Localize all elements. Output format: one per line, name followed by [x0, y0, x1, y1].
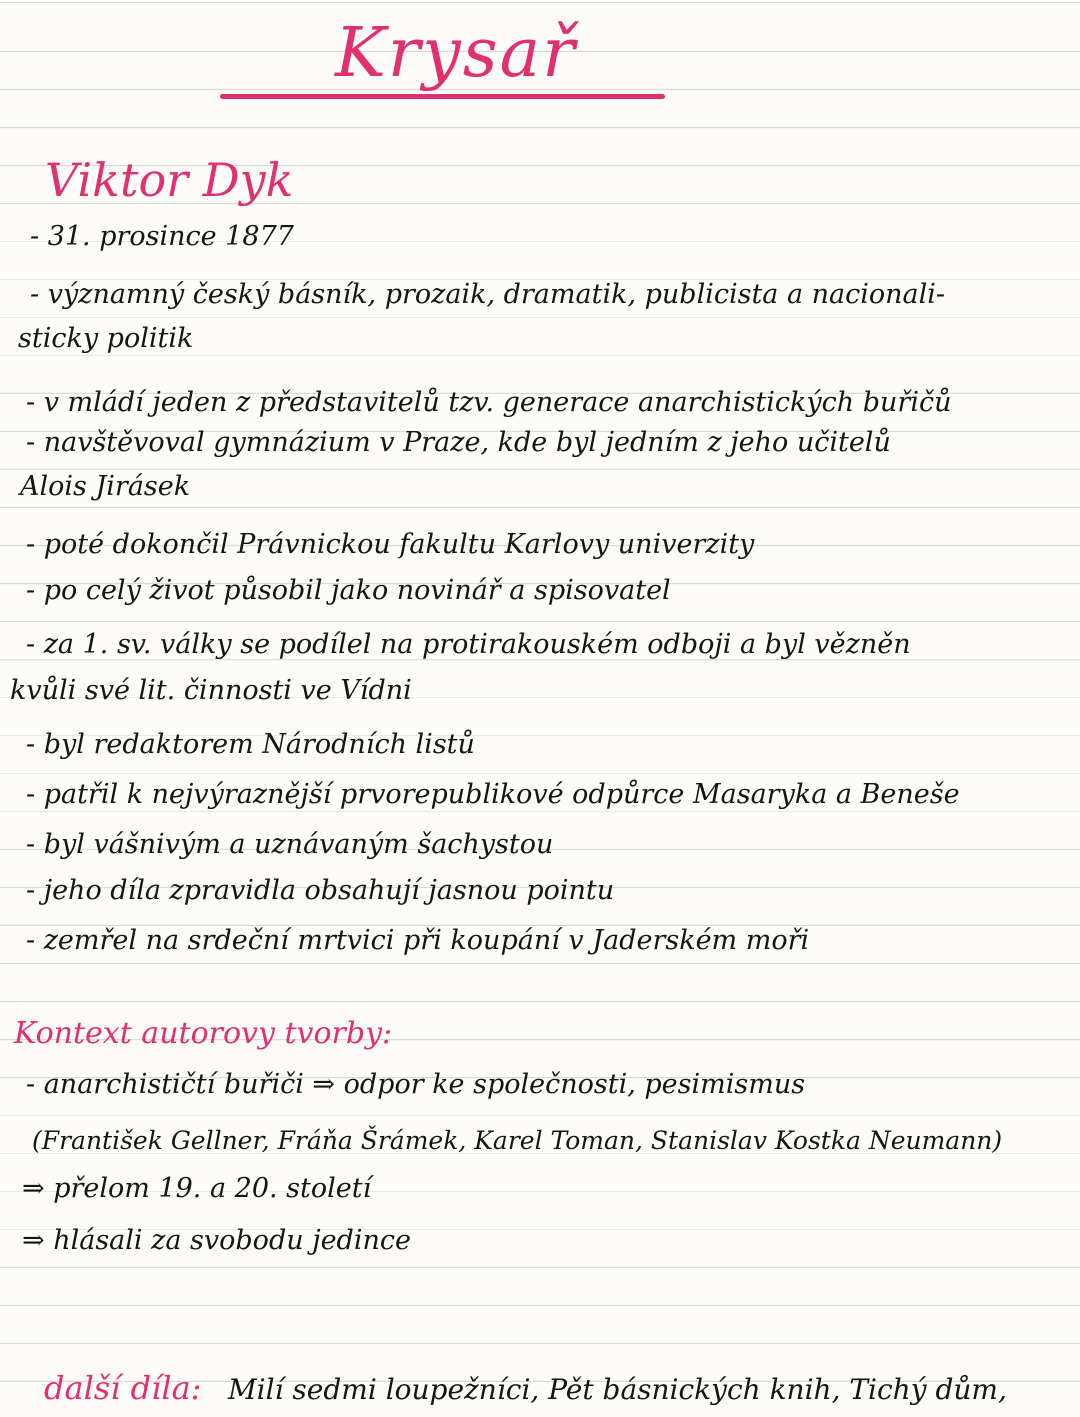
bio-line: - byl vášnivým a uznávaným šachystou: [26, 829, 554, 860]
bio-line: - jeho díla zpravidla obsahují jasnou pointu: [26, 875, 615, 906]
bio-line: - významný český básník, prozaik, dramatik, publicista a nacionali-: [30, 279, 946, 310]
context-line: - anarchističtí buřiči ⇒ odpor ke společnosti, pesimismus: [26, 1069, 806, 1100]
page-title: Krysař: [335, 14, 577, 93]
bio-line: - po celý život působil jako novinář a spisovatel: [26, 575, 671, 606]
other-works-heading: další díla:: [44, 1369, 202, 1407]
author-heading: Viktor Dyk: [45, 153, 294, 207]
bio-line: sticky politik: [18, 323, 194, 354]
context-line: ⇒ přelom 19. a 20. století: [22, 1173, 372, 1204]
bio-line: kvůli své lit. činnosti ve Vídni: [10, 675, 412, 706]
bio-line: - patřil k nejvýraznější prvorepublikové odpůrce Masaryka a Beneše: [26, 779, 960, 810]
bio-line: - v mládí jeden z představitelů tzv. generace anarchistických buřičů: [26, 387, 952, 418]
context-line: (František Gellner, Fráňa Šrámek, Karel Toman, Stanislav Kostka Neumann): [32, 1126, 1003, 1155]
context-line: ⇒ hlásali za svobodu jedince: [22, 1225, 411, 1256]
other-works-list: Milí sedmi loupežníci, Pět básnických knih, Tichý dům,: [228, 1373, 1007, 1406]
bio-line: Alois Jirásek: [20, 471, 191, 502]
bio-line: - navštěvoval gymnázium v Praze, kde byl jedním z jeho učitelů: [26, 427, 891, 458]
bio-line: - za 1. sv. války se podílel na protirakouském odboji a byl vězněn: [26, 629, 911, 660]
title-block: [220, 8, 665, 108]
bio-line: - byl redaktorem Národních listů: [26, 729, 475, 760]
title-underline: [220, 94, 665, 99]
context-heading: Kontext autorovy tvorby:: [14, 1016, 393, 1051]
bio-line: - 31. prosince 1877: [30, 221, 294, 252]
bio-line: - poté dokončil Právnickou fakultu Karlovy univerzity: [26, 529, 755, 560]
bio-line: - zemřel na srdeční mrtvici při koupání v Jaderském moři: [26, 925, 810, 956]
